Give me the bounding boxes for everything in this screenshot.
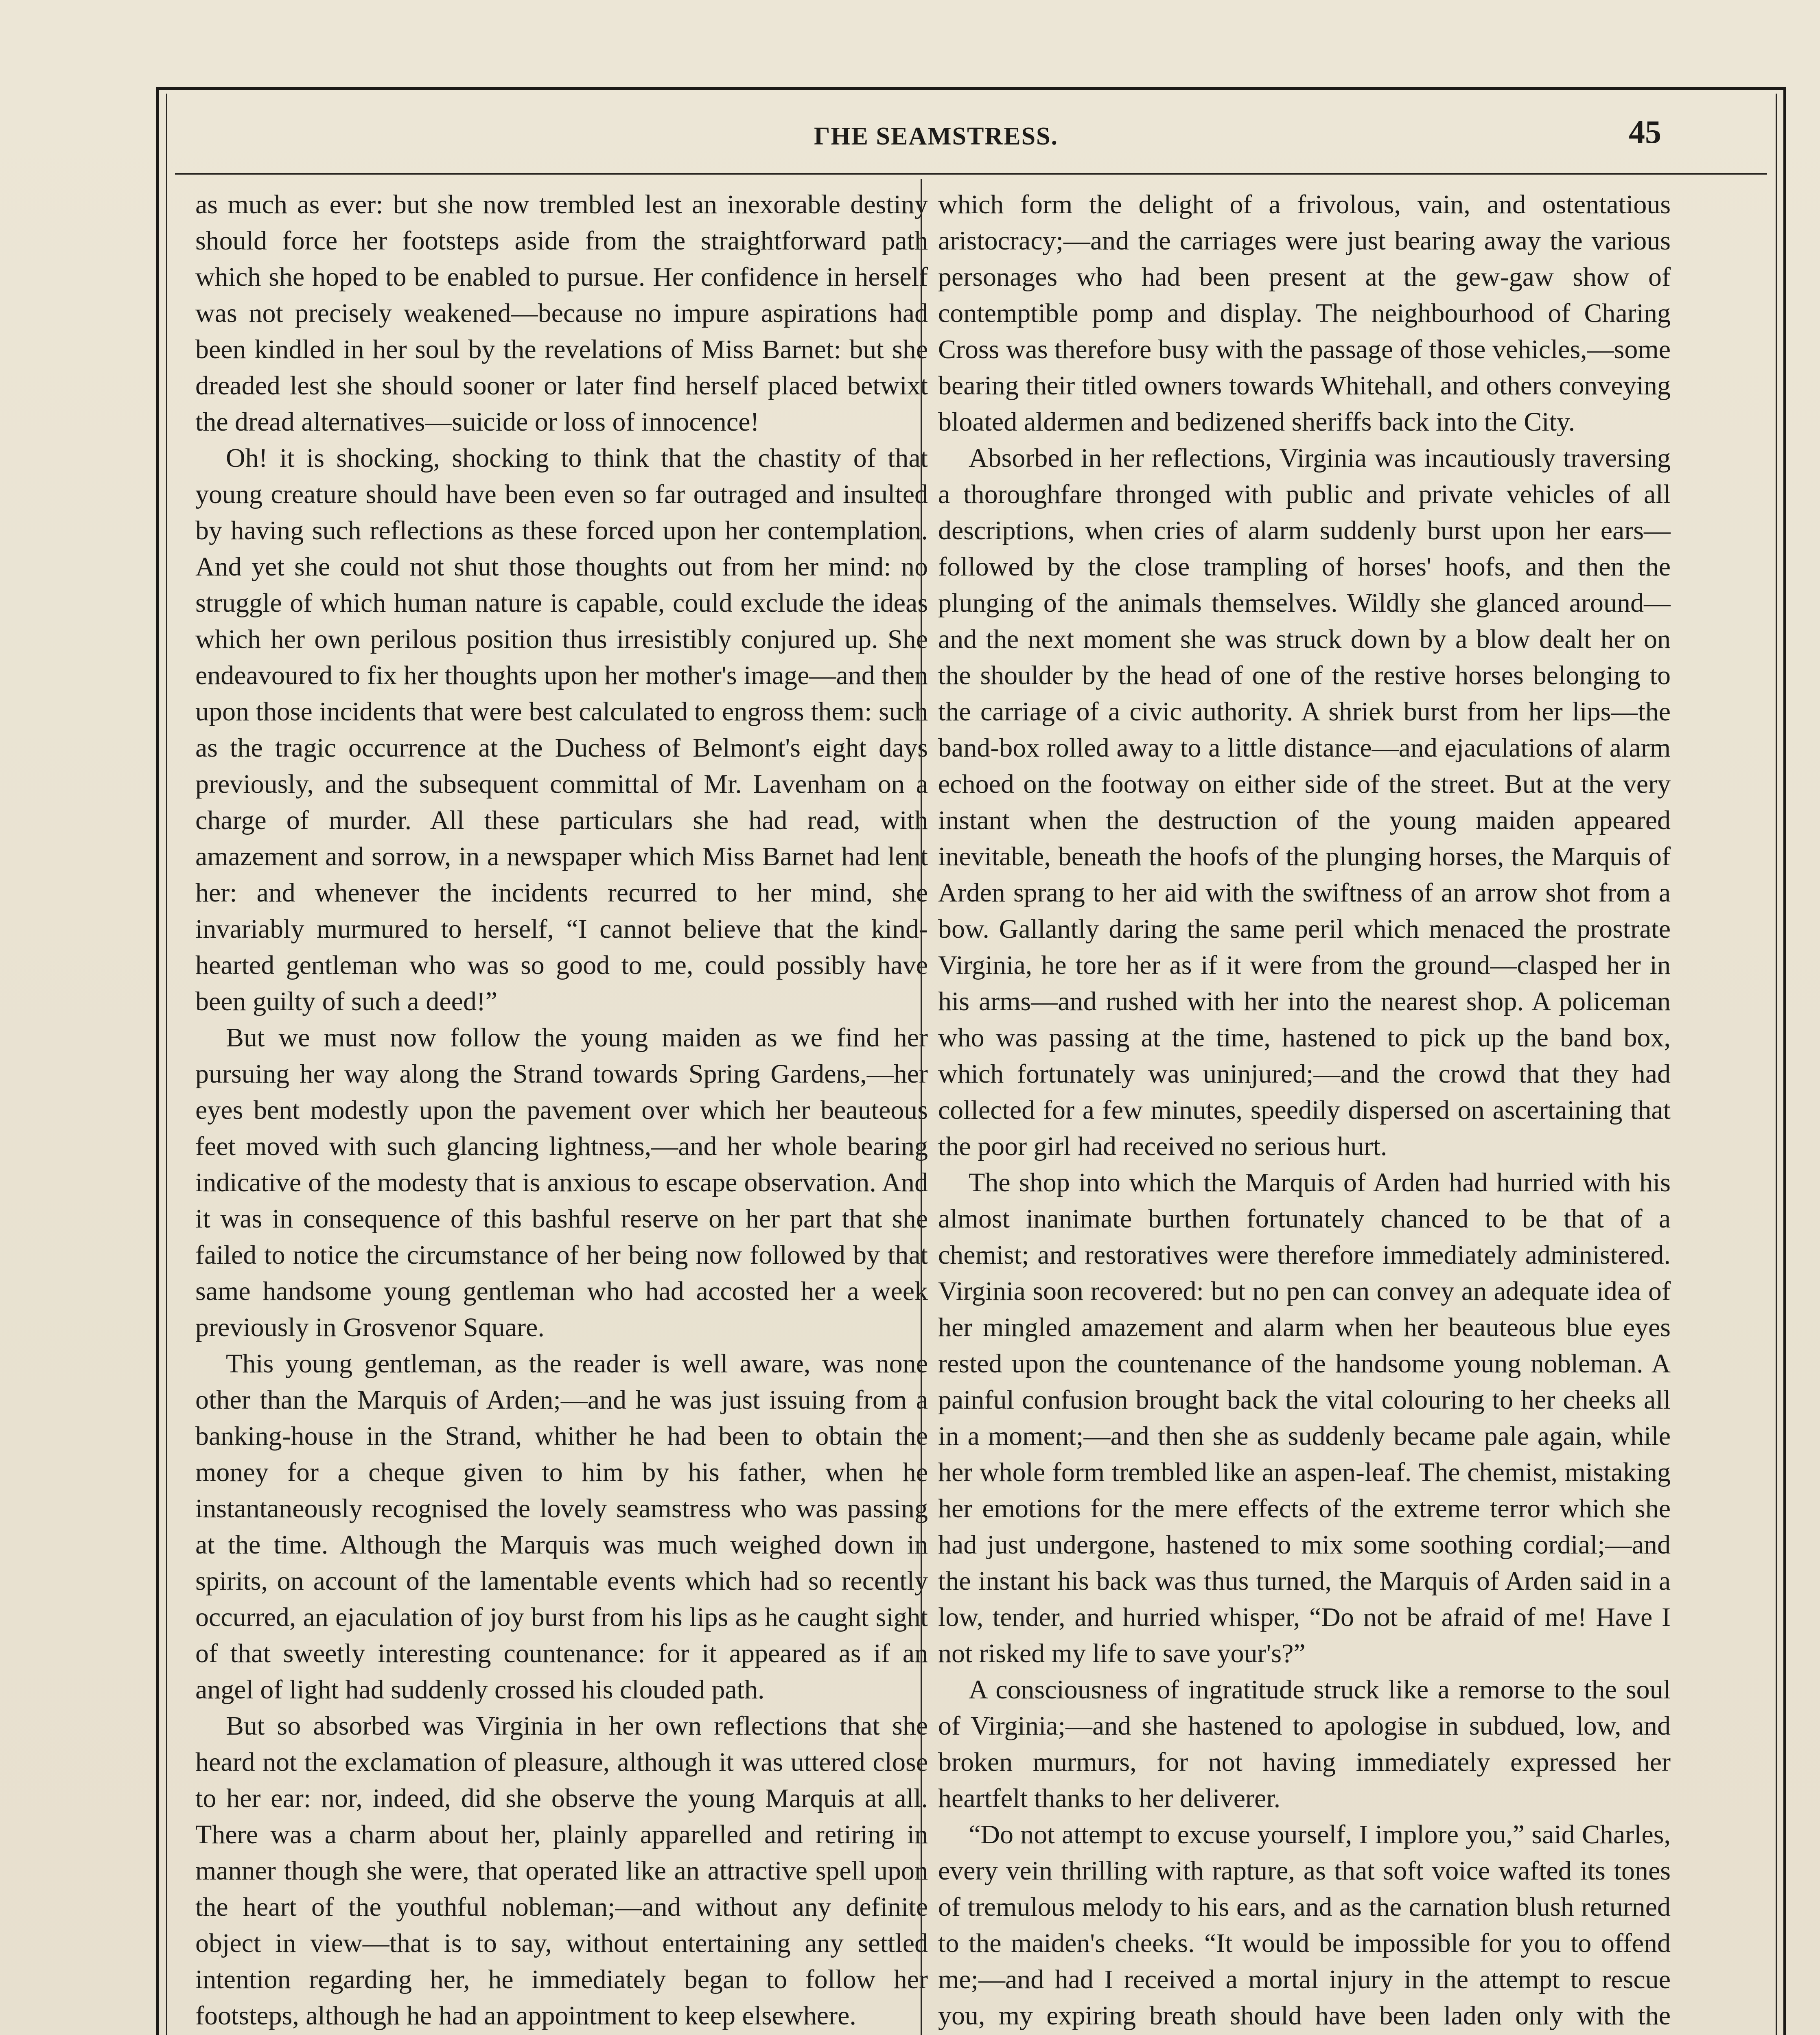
paragraph: But we must now follow the young maiden as we find her pursuing her way along the Strand towards Spring Gardens,—her eyes bent modestly upon the pavement over which her beauteous feet moved with such glancing lightness,—and her whole bearing indicative of the modesty that is anxious to escape observation. And it was in consequence of this bashful reserve on her part that she failed to notice the circumstance of her being now followed by that same handsome young gentleman who had accosted her a week previously in Grosvenor Square. [195,1023,928,1342]
paragraph: But so absorbed was Virginia in her own reflections that she heard not the exclamation of pleasure, although it was uttered close to her ear: nor, indeed, did she observe the young Marquis at all. There was a charm about her, plainly apparelled and retiring in manner though she were, that operated like an attractive spell upon the heart of the youthful nobleman;—and without any definite object in view—that is to say, without entertaining any settled intention regarding her, he immediately began to follow her footsteps, although he had an appointment to keep elsewhere. [195,1711,928,2031]
column-divider [921,179,922,2035]
paragraph: which form the delight of a frivolous, vain, and ostentatious aristocracy;—and the carriages were just bearing away the various personages who had been present at the gew-gaw show of contemptible pomp and display. The neighbourhood of Charing Cross was therefore busy with the passage of those vehicles,—some bearing their titled owners towards Whitehall, and others conveying bloated aldermen and bedizened sheriffs back into the City. [938,190,1671,437]
paragraph: The shop into which the Marquis of Arden had hurried with his almost inanimate burthen fortunately chanced to be that of a chemist; and restoratives were therefore immediately administered. Virginia soon recovered: but no pen can convey an adequate idea of her mingled amazement and alarm when her beauteous blue eyes rested upon the countenance of the handsome young nobleman. A painful confusion brought back the vital colouring to her cheeks all in a moment;—and then she as suddenly became pale again, while her whole form trembled like an aspen-leaf. The chemist, mistaking her emotions for the mere effects of the extreme terror which she had just undergone, hastened to mix some soothing cordial;—and the instant his back was thus turned, the Marquis of Arden said in a low, tender, and hurried whisper, “Do not be afraid of me! Have I not risked my life to save your's?” [938,1168,1671,1668]
left-column [195,186,928,2035]
paragraph: This young gentleman, as the reader is well aware, was none other than the Marquis of Arden;—and he was just issuing from a banking-house in the Strand, whither he had been to obtain the money for a cheque given to him by his father, when he instantaneously recognised the lovely seamstress who was passing at the time. Although the Marquis was much weighed down in spirits, on account of the lamentable events which had so recently occurred, an ejaculation of joy burst from his lips as he caught sight of that sweetly interesting countenance: for it appeared as if an angel of light had suddenly crossed his clouded path. [195,1349,928,1705]
paragraph: A consciousness of ingratitude struck like a remorse to the soul of Virginia;—and she hastened to apologise in subdued, low, and broken murmurs, for not having immediately expressed her heartfelt thanks to her deliverer. [938,1675,1671,1813]
paragraph: Absorbed in her reflections, Virginia was incautiously traversing a thoroughfare thronged with public and private vehicles of all descriptions, when cries of alarm suddenly burst upon her ears—followed by the close trampling of horses' hoofs, and then the plunging of the animals themselves. Wildly she glanced around—and the next moment she was struck down by a blow dealt her on the shoulder by the head of one of the restive horses belonging to the carriage of a civic authority. A shriek burst from her lips—the band-box rolled away to a little distance—and ejaculations of alarm echoed on the footway on either side of the street. But at the very instant when the destruction of the young maiden appeared inevitable, beneath the hoofs of the plunging horses, the Marquis of Arden sprang to her aid with the swiftness of an arrow shot from a bow. Gallantly daring the same peril which menaced the prostrate Virginia, he tore her as if it were from the ground—clasped her in his arms—and rushed with her into the nearest shop. A policeman who was passing at the time, hastened to pick up the band box, which fortunately was uninjured;—and the crowd that they had collected for a few minutes, speedily dispersed on ascertaining that the poor girl had received no serious hurt. [938,443,1671,1161]
header-rule [175,173,1767,175]
paragraph: “Do not attempt to excuse yourself, I implore you,” said Charles, every vein thrilling with rapture, as that soft voice wafted its tones of tremulous melody to his ears, and as the carnation blush returned to the maiden's cheeks. “It would be impossible for you to offend me;—and had I received a mortal injury in the attempt to rescue you, my expiring breath should have been laden only with the [938,1820,1671,2031]
paragraph: as much as ever: but she now trembled lest an inexorable destiny should force her footsteps aside from the straightforward path which she hoped to be enabled to pursue. Her confidence in herself was not precisely weakened—because no impure aspirations had been kindled in her soul by the revelations of Miss Barnet: but she dreaded lest she should sooner or later find herself placed betwixt the dread alternatives—suicide or loss of innocence! [195,190,928,437]
right-column [938,186,1671,2035]
page-number: 45 [1629,114,1661,150]
running-title: ΓHE SEAMSTRESS. [814,123,1059,150]
paragraph: Oh! it is shocking, shocking to think that the chastity of that young creature should have been even so far outraged and insulted by having such reflections as these forced upon her contemplation. And yet she could not shut those thoughts out from her mind: no struggle of which human nature is capable, could exclude the ideas which her own perilous position thus irresistibly conjured up. She endeavoured to fix her thoughts upon her mother's image—and then upon those incidents that were best calculated to engross them: such as the tragic occurrence at the Duchess of Belmont's eight days previously, and the subsequent committal of Mr. Lavenham on a charge of murder. All these particulars she had read, with amazement and sorrow, in a newspaper which Miss Barnet had lent her: and whenever the incidents recurred to her mind, she invariably murmured to herself, “I cannot believe that the kind-hearted gentleman who was so good to me, could possibly have been guilty of such a deed!” [195,443,928,1016]
